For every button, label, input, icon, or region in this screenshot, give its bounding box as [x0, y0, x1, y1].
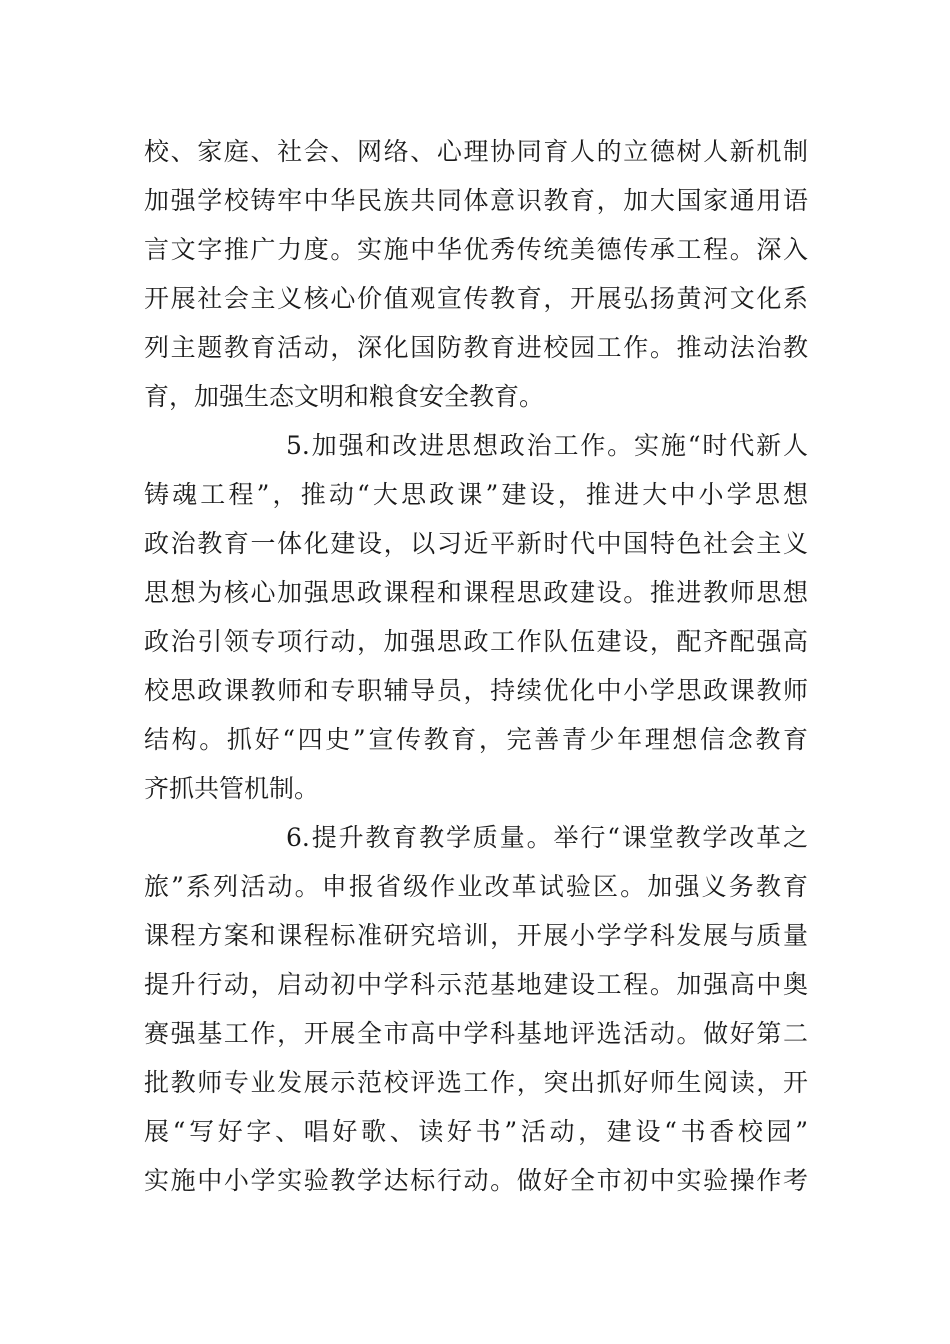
text-line: 开展社会主义核心价值观宣传教育，开展弘扬黄河文化系: [144, 284, 808, 313]
text-line: 提升行动，启动初中学科示范基地建设工程。加强高中奥: [144, 970, 808, 999]
text-line: 赛强基工作，开展全市高中学科基地评选活动。做好第二: [144, 1019, 808, 1048]
text-line: 思想为核心加强思政课程和课程思政建设。推进教师思想: [144, 578, 808, 607]
text-line: 旅”系列活动。申报省级作业改革试验区。加强义务教育: [144, 872, 808, 901]
text-line: 展“写好字、唱好歌、读好书”活动，建设“书香校园”: [144, 1117, 808, 1146]
text-line: 校思政课教师和专职辅导员，持续优化中小学思政课教师: [144, 676, 808, 705]
text-line: 课程方案和课程标准研究培训，开展小学学科发展与质量: [144, 921, 808, 950]
text-line: 实施中小学实验教学达标行动。做好全市初中实验操作考: [144, 1166, 808, 1195]
text-line: 批教师专业发展示范校评选工作，突出抓好师生阅读，开: [144, 1068, 808, 1097]
text-line: 政治教育一体化建设，以习近平新时代中国特色社会主义: [144, 529, 808, 558]
text-line: 铸魂工程”，推动“大思政课”建设，推进大中小学思想: [144, 480, 808, 509]
text-line: 言文字推广力度。实施中华优秀传统美德传承工程。深入: [144, 235, 808, 264]
text-line: 齐抓共管机制。: [144, 774, 320, 803]
text-line: 结构。抓好“四史”宣传教育，完善青少年理想信念教育: [144, 725, 808, 754]
text-line: 校、家庭、社会、网络、心理协同育人的立德树人新机制: [144, 137, 808, 166]
text-line: 育，加强生态文明和粮食安全教育。: [144, 382, 545, 411]
section-heading-line: 6.提升教育教学质量。举行“课堂教学改革之: [286, 823, 808, 852]
text-line: 列主题教育活动，深化国防教育进校园工作。推动法治教: [144, 333, 808, 362]
section-heading-line: 5.加强和改进思想政治工作。实施“时代新人: [286, 431, 808, 460]
body-text: [144, 127, 808, 1205]
text-line: 政治引领专项行动，加强思政工作队伍建设，配齐配强高: [144, 627, 808, 656]
text-line: 加强学校铸牢中华民族共同体意识教育，加大国家通用语: [144, 186, 808, 215]
